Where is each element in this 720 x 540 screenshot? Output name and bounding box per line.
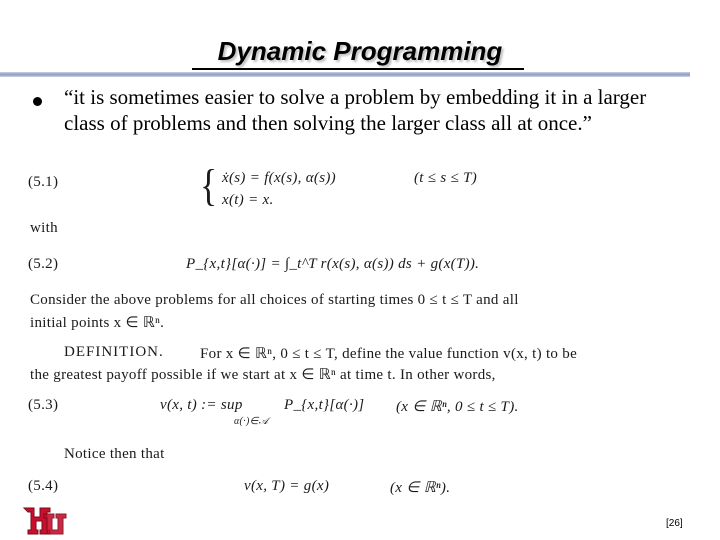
eq53-lhs: v(x, t) := sup	[160, 397, 243, 413]
eq54-cond: (x ∈ ℝⁿ).	[390, 480, 451, 496]
title-underline	[192, 68, 524, 70]
eq51-line1: ẋ(s) = f(x(s), α(s))	[222, 170, 336, 186]
eq53-label: (5.3)	[28, 397, 59, 413]
notice-text: Notice then that	[64, 446, 165, 462]
eq54: v(x, T) = g(x)	[244, 478, 330, 494]
eq52: P_{x,t}[α(·)] = ∫_t^T r(x(s), α(s)) ds + g(x(T)).	[186, 256, 480, 272]
eq53-sub: α(·)∈𝒜	[234, 416, 269, 427]
definition-head: DEFINITION.	[64, 344, 164, 360]
brace: {	[200, 161, 218, 210]
eq54-label: (5.4)	[28, 478, 59, 494]
eq51-line2: x(t) = x.	[222, 192, 274, 208]
scanned-text-image	[28, 161, 692, 500]
eq51-label: (5.1)	[28, 174, 59, 190]
uh-logo-icon	[22, 505, 70, 537]
definition-line1: For x ∈ ℝⁿ, 0 ≤ t ≤ T, define the value function v(x, t) to be	[200, 346, 578, 362]
slide-title: Dynamic Programming	[217, 36, 503, 66]
with-text: with	[30, 220, 58, 236]
consider-line1: Consider the above problems for all choices of starting times 0 ≤ t ≤ T and all	[30, 292, 519, 308]
eq53-cond: (x ∈ ℝⁿ, 0 ≤ t ≤ T).	[396, 399, 519, 415]
quote-text: “it is sometimes easier to solve a problem by embedding it in a larger class of problems and then solving the larger class all at once.”	[64, 85, 647, 135]
eq51-line1-cond: (t ≤ s ≤ T)	[414, 170, 478, 186]
definition-line2: the greatest payoff possible if we start at x ∈ ℝⁿ at time t. In other words,	[30, 367, 496, 383]
consider-line2: initial points x ∈ ℝⁿ.	[30, 315, 165, 331]
eq52-label: (5.2)	[28, 256, 59, 272]
eq53-rhs: P_{x,t}[α(·)]	[284, 397, 365, 413]
header-rule	[0, 72, 690, 77]
bullet-dot	[33, 97, 42, 106]
page-number: [26]	[666, 518, 683, 529]
